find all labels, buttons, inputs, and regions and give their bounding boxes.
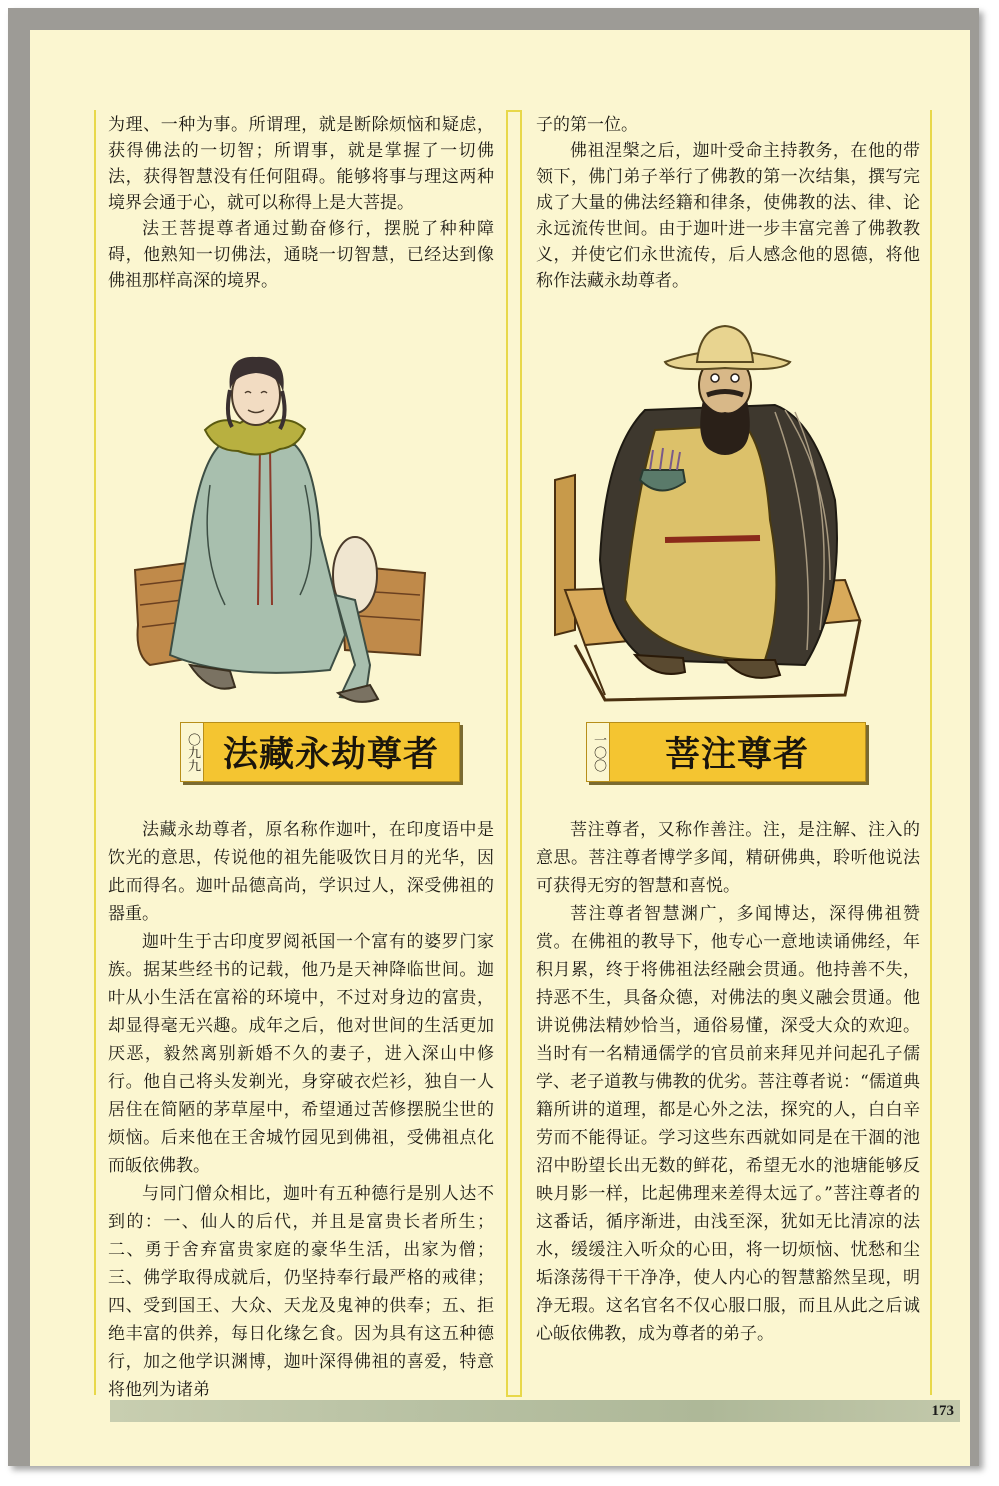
title-number-left: 〇九九 <box>181 723 204 781</box>
page-number: 173 <box>931 1403 954 1419</box>
right-top-text <box>536 112 920 294</box>
center-top-rule <box>506 110 522 112</box>
center-bottom-rule <box>506 1395 522 1397</box>
arhat-illustration-left <box>130 335 430 715</box>
title-box-left <box>180 722 460 782</box>
left-top-text <box>108 112 494 294</box>
center-rule-left <box>506 110 508 1395</box>
right-margin-rule <box>930 110 932 1395</box>
footer-bar <box>110 1400 960 1422</box>
paragraph: 子的第一位。 <box>536 115 638 135</box>
book-page <box>30 30 970 1466</box>
paragraph: 为理、一种为事。所谓理，就是断除烦恼和疑虑，获得佛法的一切智；所谓事，就是掌握了一切佛法，获得智慧没有任何阻碍。能够将事与理这两种境界会通于心，就可以称得上是大菩提。 <box>108 115 494 213</box>
title-name-left: 法藏永劫尊者 <box>222 734 439 775</box>
left-margin-rule <box>94 110 96 1395</box>
paragraph: 菩注尊者，又称作善注。注，是注解、注入的意思。菩注尊者博学多闻，精研佛典，聆听他说法可获得无穷的智慧和喜悦。 <box>536 820 920 896</box>
paragraph: 佛祖涅槃之后，迦叶受命主持教务，在他的带领下，佛门弟子举行了佛教的第一次结集，撰写完成了大量的佛法经籍和律条，使佛教的法、律、论永远流传世间。由于迦叶进一步丰富完善了佛教教义，并使它们永世流传，后人感念他的恩德，将他称作法藏永劫尊者。 <box>536 141 920 291</box>
page-frame <box>8 8 979 1466</box>
title-number-right: 一〇〇 <box>587 723 610 781</box>
title-name-right: 菩注尊者 <box>664 734 809 775</box>
paragraph: 菩注尊者智慧渊广，多闻博达，深得佛祖赞赏。在佛祖的教导下，他专心一意地读诵佛经，年积月累，终于将佛祖法经融会贯通。他持善不失，持恶不生，具备众德，对佛法的奥义融会贯通。他讲说佛法精妙恰当，通俗易懂，深受大众的欢迎。当时有一名精通儒学的官员前来拜见并问起孔子儒学、老子道教与佛教的优劣。菩注尊者说：“儒道典籍所讲的道理，都是心外之法，探究的人，白白辛劳而不能得证。学习这些东西就如同是在干涸的池沼中盼望长出无数的鲜花，希望无水的池塘能够反映月影一样，比起佛理来差得太远了。”菩注尊者的这番话，循序渐进，由浅至深，犹如无比清凉的法水，缓缓注入听众的心田，将一切烦恼、忧愁和尘垢涤荡得干干净净，使人内心的智慧豁然呈现，明净无瑕。这名官名不仅心服口服，而且从此之后诚心皈依佛教，成为尊者的弟子。 <box>536 904 920 1344</box>
paragraph: 迦叶生于古印度罗阅祇国一个富有的婆罗门家族。据某些经书的记载，他乃是天神降临世间。迦叶从小生活在富裕的环境中，不过对身边的富贵，却显得毫无兴趣。成年之后，他对世间的生活更加厌恶，毅然离别新婚不久的妻子，进入深山中修行。他自己将头发剃光，身穿破衣烂衫，独自一人居住在简陋的茅草屋中，希望通过苦修摆脱尘世的烦恼。后来他在王舍城竹园见到佛祖，受佛祖点化而皈依佛教。 <box>108 932 494 1176</box>
left-bottom-text <box>108 816 494 1404</box>
paragraph: 与同门僧众相比，迦叶有五种德行是别人达不到的：一、仙人的后代，并且是富贵长者所生；二、勇于舍弃富贵家庭的豪华生活，出家为僧；三、佛学取得成就后，仍坚持奉行最严格的戒律；四、受到国王、大众、天龙及鬼神的供奉；五、拒绝丰富的供养，每日化缘乞食。因为具有这五种德行，加之他学识渊博，迦叶深得佛祖的喜爱，特意将他列为诸弟 <box>108 1184 494 1400</box>
arhat-illustration-right <box>545 300 885 710</box>
title-box-right <box>586 722 866 782</box>
center-rule-right <box>520 110 522 1395</box>
paragraph: 法藏永劫尊者，原名称作迦叶，在印度语中是饮光的意思，传说他的祖先能吸饮日月的光华，因此而得名。迦叶品德高尚，学识过人，深受佛祖的器重。 <box>108 820 494 924</box>
right-bottom-text <box>536 816 920 1348</box>
paragraph: 法王菩提尊者通过勤奋修行，摆脱了种种障碍，他熟知一切佛法，通晓一切智慧，已经达到像佛祖那样高深的境界。 <box>108 219 494 291</box>
